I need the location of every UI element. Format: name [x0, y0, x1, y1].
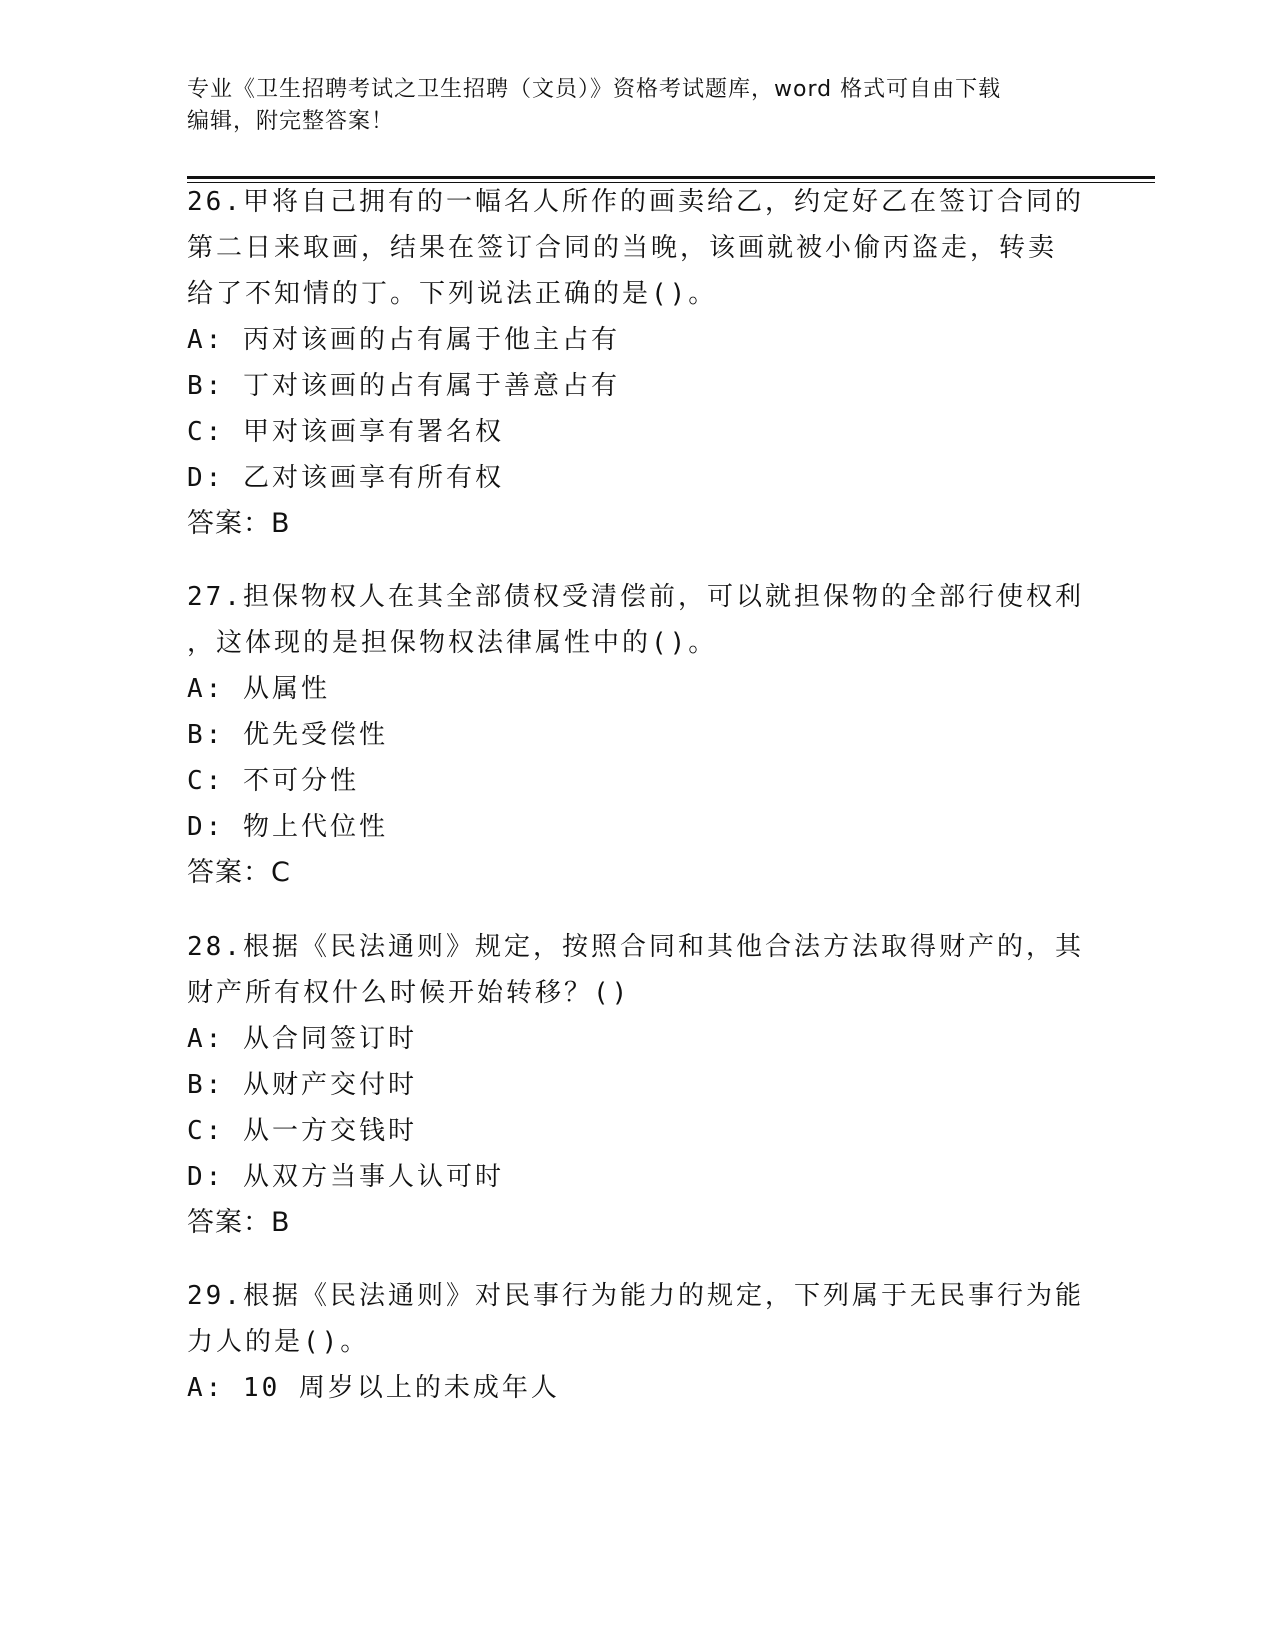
answer: 答案：B [187, 508, 291, 539]
question-text: 29.根据《民法通则》对民事行为能力的规定，下列属于无民事行为能 力人的是()。 [187, 1281, 1084, 1357]
option-list [187, 317, 1087, 501]
answer: 答案：C [187, 857, 291, 888]
option-a: A: 丙对该画的占有属于他主占有 [187, 325, 620, 355]
question-27 [187, 574, 1087, 896]
option-d: D: 乙对该画享有所有权 [187, 463, 504, 493]
document-header: 专业《卫生招聘考试之卫生招聘（文员）》资格考试题库，word 格式可自由下载 编辑，附完整答案！ [187, 77, 1002, 134]
option-d: D: 从双方当事人认可时 [187, 1162, 504, 1192]
option-list [187, 1016, 1087, 1200]
option-b: B: 丁对该画的占有属于善意占有 [187, 371, 620, 401]
option-b: B: 从财产交付时 [187, 1070, 417, 1100]
option-a: A: 10 周岁以上的未成年人 [187, 1373, 560, 1403]
option-c: C: 不可分性 [187, 766, 359, 796]
option-list [187, 1365, 1087, 1411]
question-28 [187, 924, 1087, 1246]
question-text: 26.甲将自己拥有的一幅名人所作的画卖给乙，约定好乙在签订合同的 第二日来取画，结果在签订合同的当晚，该画就被小偷丙盗走，转卖 给了不知情的丁。下列说法正确的是()。 [187, 187, 1084, 309]
option-a: A: 从合同签订时 [187, 1024, 417, 1054]
question-text: 28.根据《民法通则》规定，按照合同和其他合法方法取得财产的，其 财产所有权什么时候开始转移？() [187, 932, 1084, 1008]
option-b: B: 优先受偿性 [187, 720, 388, 750]
option-d: D: 物上代位性 [187, 812, 388, 842]
answer: 答案：B [187, 1207, 291, 1238]
option-c: C: 甲对该画享有署名权 [187, 417, 504, 447]
option-c: C: 从一方交钱时 [187, 1116, 417, 1146]
option-a: A: 从属性 [187, 674, 330, 704]
option-list [187, 666, 1087, 850]
question-text: 27.担保物权人在其全部债权受清偿前，可以就担保物的全部行使权利 ，这体现的是担保物权法律属性中的()。 [187, 582, 1084, 658]
question-26 [187, 179, 1087, 547]
question-29 [187, 1273, 1087, 1411]
